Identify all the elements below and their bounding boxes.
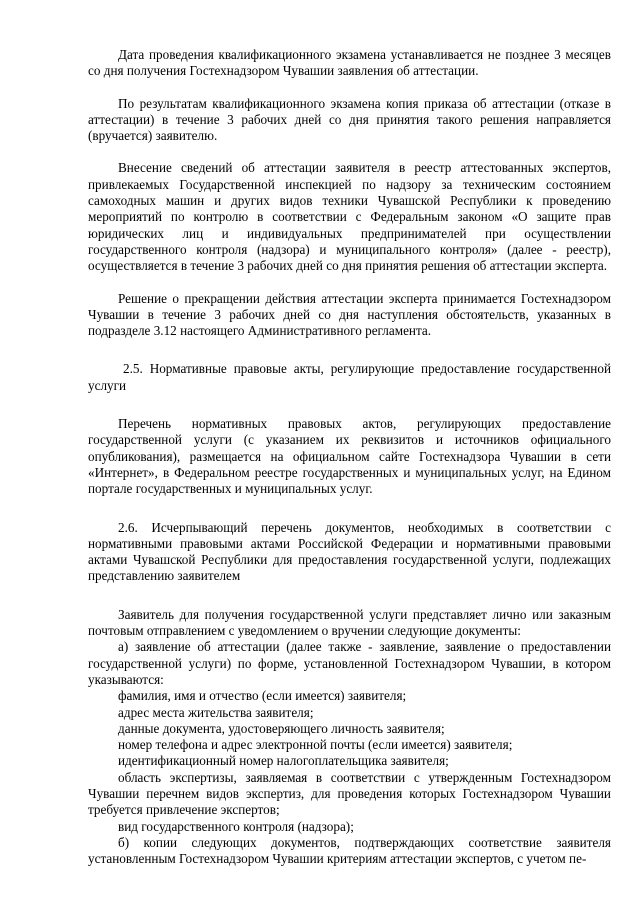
list-item: вид государственного контроля (надзора); (118, 818, 354, 834)
paragraph-registry: Внесение сведений об аттестации заявителя в реестр аттестованных экспертов, привлекаемых Государственной инспекцией по надзору за техническим состоянием самоходных машин и других видов техники Чувашской Республики к проведению мероприятий по контролю в соответствии с Федеральным законом «О защите прав юридических лиц и индивидуальных предпринимателей при осуществлении государственного контроля (надзора) и муниципального контроля» (далее - реестр), осуществляется в течение 3 рабочих дней со дня принятия решения об аттестации эксперта. (88, 160, 611, 274)
list-item: идентификационный номер налогоплательщика заявителя; (118, 753, 449, 769)
list-item: данные документа, удостоверяющего личность заявителя; (118, 720, 445, 736)
list-item: область экспертизы, заявляемая в соответствии с утвержденным Гостехнадзором Чувашии перечнем видов экспертиз, для проведения которых Гостехнадзором Чувашии требуется привлечение экспертов; (88, 769, 611, 818)
section-heading-2-6: 2.6. Исчерпывающий перечень документов, необходимых в соответствии с нормативными правовыми актами Российской Федерации и нормативными правовыми актами Чувашской Республики для предоставления государственной услуги, подлежащих представлению заявителем (88, 519, 611, 584)
paragraph-exam-date: Дата проведения квалификационного экзамена устанавливается не позднее 3 месяцев со дня получения Гостехнадзором Чувашии заявления об аттестации. (88, 47, 611, 79)
paragraph-legal-acts: Перечень нормативных правовых актов, регулирующих предоставление государственной услуги (с указанием их реквизитов и источников официального опубликования), размещается на официальном сайте Гостехнадзора Чувашии в сети «Интернет», в Федеральном реестре государственных и муниципальных услуг, на Едином портале государственных и муниципальных услуг. (88, 416, 611, 497)
paragraph-exam-results: По результатам квалификационного экзамена копия приказа об аттестации (отказе в аттестации) в течение 3 рабочих дней со дня принятия такого решения направляется (вручается) заявителю. (88, 95, 611, 144)
paragraph-copies: б) копии следующих документов, подтверждающих соответствие заявителя установленным Гостехнадзором Чувашии критериям аттестации экспертов, с учетом пе- (88, 834, 611, 867)
list-item: фамилия, имя и отчество (если имеется) заявителя; (118, 688, 407, 704)
paragraph-application: а) заявление об аттестации (далее также - заявление, заявление о предоставлении государственной услуги) по форме, установленной Гостехнадзором Чувашии, в котором указываются: (88, 639, 611, 687)
list-item: адрес места жительства заявителя; (118, 704, 314, 720)
paragraph-termination: Решение о прекращении действия аттестации эксперта принимается Гостехнадзором Чувашии в течение 3 рабочих дней со дня наступления обстоятельств, указанных в подразделе 3.12 настоящего Административного регламента. (88, 290, 611, 339)
document-page (88, 47, 611, 867)
paragraph-documents-intro: Заявитель для получения государственной услуги представляет лично или заказным почтовым отправлением с уведомлением о вручении следующие документы: (88, 606, 611, 639)
section-heading-2-5: 2.5. Нормативные правовые акты, регулирующие предоставление государственной услуги (88, 361, 611, 393)
list-item: номер телефона и адрес электронной почты (если имеется) заявителя; (118, 737, 513, 753)
